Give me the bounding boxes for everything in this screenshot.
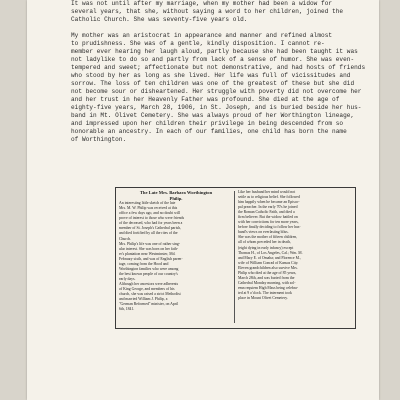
clipping-line: Church.: [119, 236, 132, 241]
clipping-line: Cathedral Monday morning, with sol-: [238, 280, 296, 285]
clipping-line: member of St. Joseph's Cathedral parish,: [119, 226, 181, 231]
clipping-line: the Roman Catholic Faith, and died a: [238, 210, 295, 215]
clipping-line: pal preacher. In the early 70's he joined: [238, 205, 298, 210]
column-divider: [234, 191, 235, 323]
typed-memoir-text: [71, 0, 400, 152]
clipping-line: tage, coming from the Hood and: [119, 261, 169, 266]
text-line: band in Mt. Olivet Cemetery. She was always proud of her Worthington lineage,: [71, 112, 355, 119]
clipping-right-column: [238, 190, 352, 301]
clipping-line: Like her husband her mind would not: [238, 190, 296, 194]
clipping-line: office a few days ago, and no doubt will: [119, 211, 180, 216]
paragraph-1: [71, 0, 400, 24]
clipping-line: of the deceased, who had for years been a: [119, 221, 183, 226]
text-line: It was not until after my marriage, when my mother had been a widow for: [71, 0, 333, 7]
text-line: to prudishness. She was of a gentle, kindly disposition. I cannot re-: [71, 40, 325, 47]
clipping-line: Worthington families who were among: [119, 266, 179, 271]
text-line: tempered and sweet; affectionate but not demonstrative, and had hosts of friends: [71, 64, 366, 71]
text-line: who stood by her as long as she lived. Her life was full of vicissitudes and: [71, 72, 351, 79]
text-line: not ladylike to do so and partly from lack of a sense of humor. She was even-: [71, 56, 355, 63]
text-line: sorrow. The loss of ten children was one of the greatest of these but she did: [71, 80, 355, 87]
clipping-line: him happily when he became an Episco-: [238, 200, 300, 205]
clipping-line: Mrs. Philip's life was one of rather sing-: [119, 241, 181, 246]
clipping-line: church, she was raised a strict Methodist: [119, 292, 181, 297]
clipping-line: and died fortified by all the rites of the: [119, 231, 178, 236]
text-line: member ever hearing her laugh aloud, partly because she had been taught it was: [71, 48, 358, 55]
clipping-line: "German Reformed" minister, on April: [119, 302, 179, 307]
clipping-line: February sixth, and was of English paren-: [119, 256, 183, 261]
paragraph-2: [71, 32, 400, 144]
clipping-line: ular interest. She was born on her fath-: [119, 246, 179, 251]
clipping-line: ted at 9 o'clock. The interment took: [238, 290, 292, 295]
clipping-line: firm believer. But the widow battled on: [238, 215, 298, 220]
clipping-line: all of whom preceded her in death,: [238, 240, 291, 245]
clipping-line: Eleven grandchildren also survive Mrs.: [238, 265, 298, 270]
clipping-line: Philip who died at the age of 85 years,: [238, 270, 297, 275]
newspaper-clipping: [115, 187, 356, 329]
clipping-line: She was the mother of fifteen children,: [238, 235, 298, 240]
clipping-line: (eight dying in early infancy) except: [238, 245, 294, 250]
clipping-line: with her convictions for ten more years,: [238, 220, 299, 225]
clipping-line: of King George, and members of his: [119, 286, 175, 291]
text-line: Catholic Church. She was seventy-five years old.: [71, 16, 248, 23]
clipping-line: March 28th, and was buried from the: [238, 275, 295, 280]
clipping-line: before finally deciding to follow her hus-: [238, 225, 301, 230]
clipping-line: Thomas H., of Los Angeles, Cal.; Wm. M.: [238, 250, 303, 255]
text-line: My mother was an aristocrat in appearance and manner and refined almost: [71, 32, 333, 39]
clipping-line: emn requiem High Mass being celebra-: [238, 285, 298, 290]
text-line: not become sour or disheartened. Her struggle with poverty did not overcome her: [71, 88, 362, 95]
clipping-line: the best known people of our country's: [119, 271, 178, 276]
clipping-line: Although her ancestors were adherents: [119, 281, 179, 286]
text-line: eighty-five years, March 28, 1906, in St. Joseph, and is buried beside her hus-: [71, 104, 362, 111]
clipping-title: Philip.: [169, 195, 183, 201]
clipping-line: settle as to religious belief. She followed: [238, 195, 300, 200]
clipping-line: and married William J. Philip, a: [119, 297, 168, 302]
clipping-line: An interesting little sketch of the late: [119, 201, 176, 206]
text-line: and impressed upon her children their privilege in being descended from so: [71, 120, 344, 127]
clipping-line: wife of William Conrad of Kansas City.: [238, 260, 299, 265]
text-line: and her trust in her Heavenly Father was profound. She died at the age of: [71, 96, 340, 103]
document-page: [27, 0, 379, 400]
clipping-title: The Late Mrs. Barbara Worthington: [139, 190, 213, 195]
clipping-line: prove of interest to those who were friends: [119, 216, 185, 221]
text-line: of Worthington.: [71, 136, 127, 143]
clipping-line: Mrs. M. W. Philip was received at this: [119, 206, 178, 211]
text-line: honorable an ancestry. In each of our families, one child has born the name: [71, 128, 347, 135]
clipping-line: and Mary E. of Omaha; and Florence M.,: [238, 255, 301, 260]
clipping-line: 6th, 1841.: [119, 307, 135, 312]
clipping-line: er's plantation near Westminster, Md.: [119, 251, 176, 256]
text-line: several years, that she, without saying a word to her children, joined the: [71, 8, 344, 15]
clipping-line: early days.: [119, 276, 136, 281]
clipping-line: band's views on everlasting bliss.: [238, 230, 289, 235]
clipping-line: place in Mount Olivet Cemetery.: [238, 295, 288, 300]
clipping-left-column: [119, 190, 233, 312]
